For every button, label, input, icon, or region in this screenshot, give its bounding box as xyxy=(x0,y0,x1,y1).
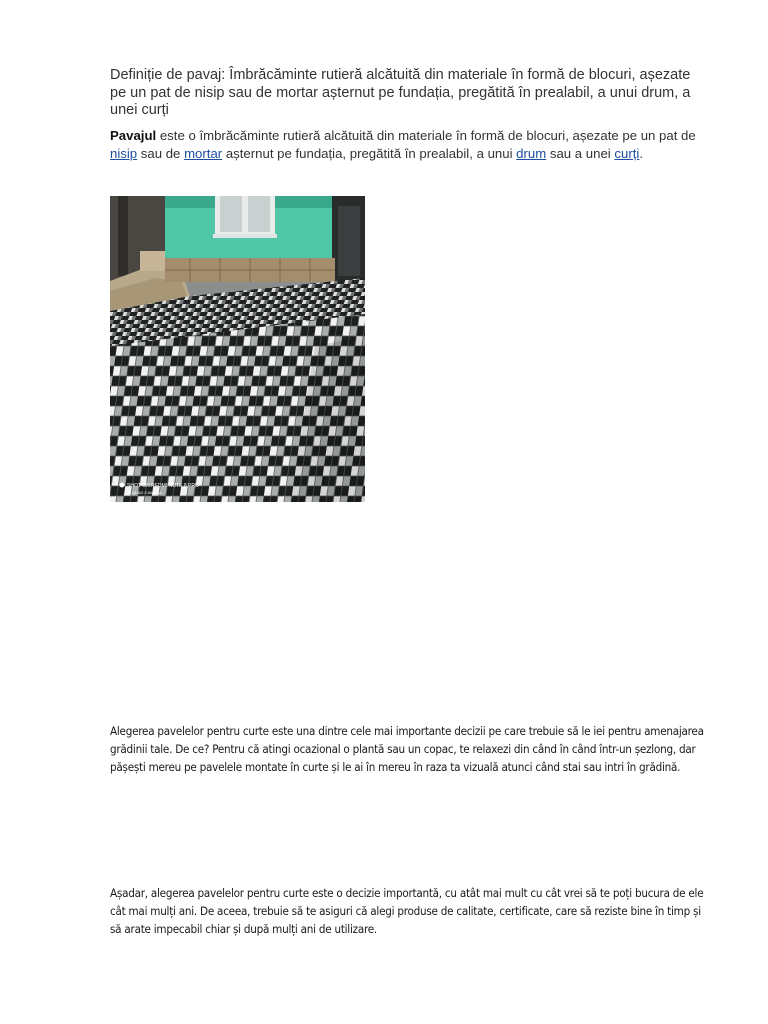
definition-paragraph: Definiție de pavaj: Îmbrăcăminte rutieră alcătuită din materiale în formă de blocuri, așezate pe un pat de nisip sau de mortar așternut pe fundația, pregătită în prealabil, a unui drum, a unei curți xyxy=(110,67,691,118)
paving-courtyard-photo xyxy=(110,196,365,502)
dex-text-2: sau de xyxy=(137,145,185,161)
dex-text-1: este o îmbrăcăminte rutieră alcătuită din materiale în formă de blocuri, așezate pe un pat de xyxy=(156,128,696,143)
paragraph-quality-pavers: Așadar, alegerea pavelelor pentru curte este o decizie importantă, cu atât mai mult cu cât vrei să te poți bucura de ele cât mai mulți ani. De aceea, trebuie să te asiguri că alegi produse de calitate, certificate, care să reziste bine în timp și să arate impecabil chiar și după mulți ani de utilizare. xyxy=(110,886,704,936)
link-drum[interactable]: drum xyxy=(516,145,547,161)
paragraph-choosing-pavers: Alegerea pavelelor pentru curte este una dintre cele mai importante decizii pe care trebuie să le iei pentru amenajarea grădinii tale. De ce? Pentru că atingi ocazional o plantă sau un copac, te relaxezi din când în când într-un șezlong, dar pășești mereu pe pavelele montate în curte și le ai în mereu în raza ta vizuală atunci când stai sau intri în grădină. xyxy=(110,724,704,774)
dex-text-3: așternut pe fundația, pregătită în prealabil, a unui xyxy=(222,145,517,161)
link-nisip[interactable]: nisip xyxy=(110,145,138,161)
photo-watermark-line2: AI QUAD CAMERA xyxy=(127,490,162,495)
dex-definition-paragraph xyxy=(110,127,710,162)
link-mortar[interactable]: mortar xyxy=(184,145,223,161)
photo-watermark-line1: SHOT ON REDMI NOTE 8 PRO xyxy=(127,483,199,489)
link-curti[interactable]: curți xyxy=(614,145,640,161)
term-pavajul: Pavajul xyxy=(110,128,157,143)
dex-text-4: sau a unei xyxy=(546,145,615,161)
dex-text-5: . xyxy=(639,145,643,161)
